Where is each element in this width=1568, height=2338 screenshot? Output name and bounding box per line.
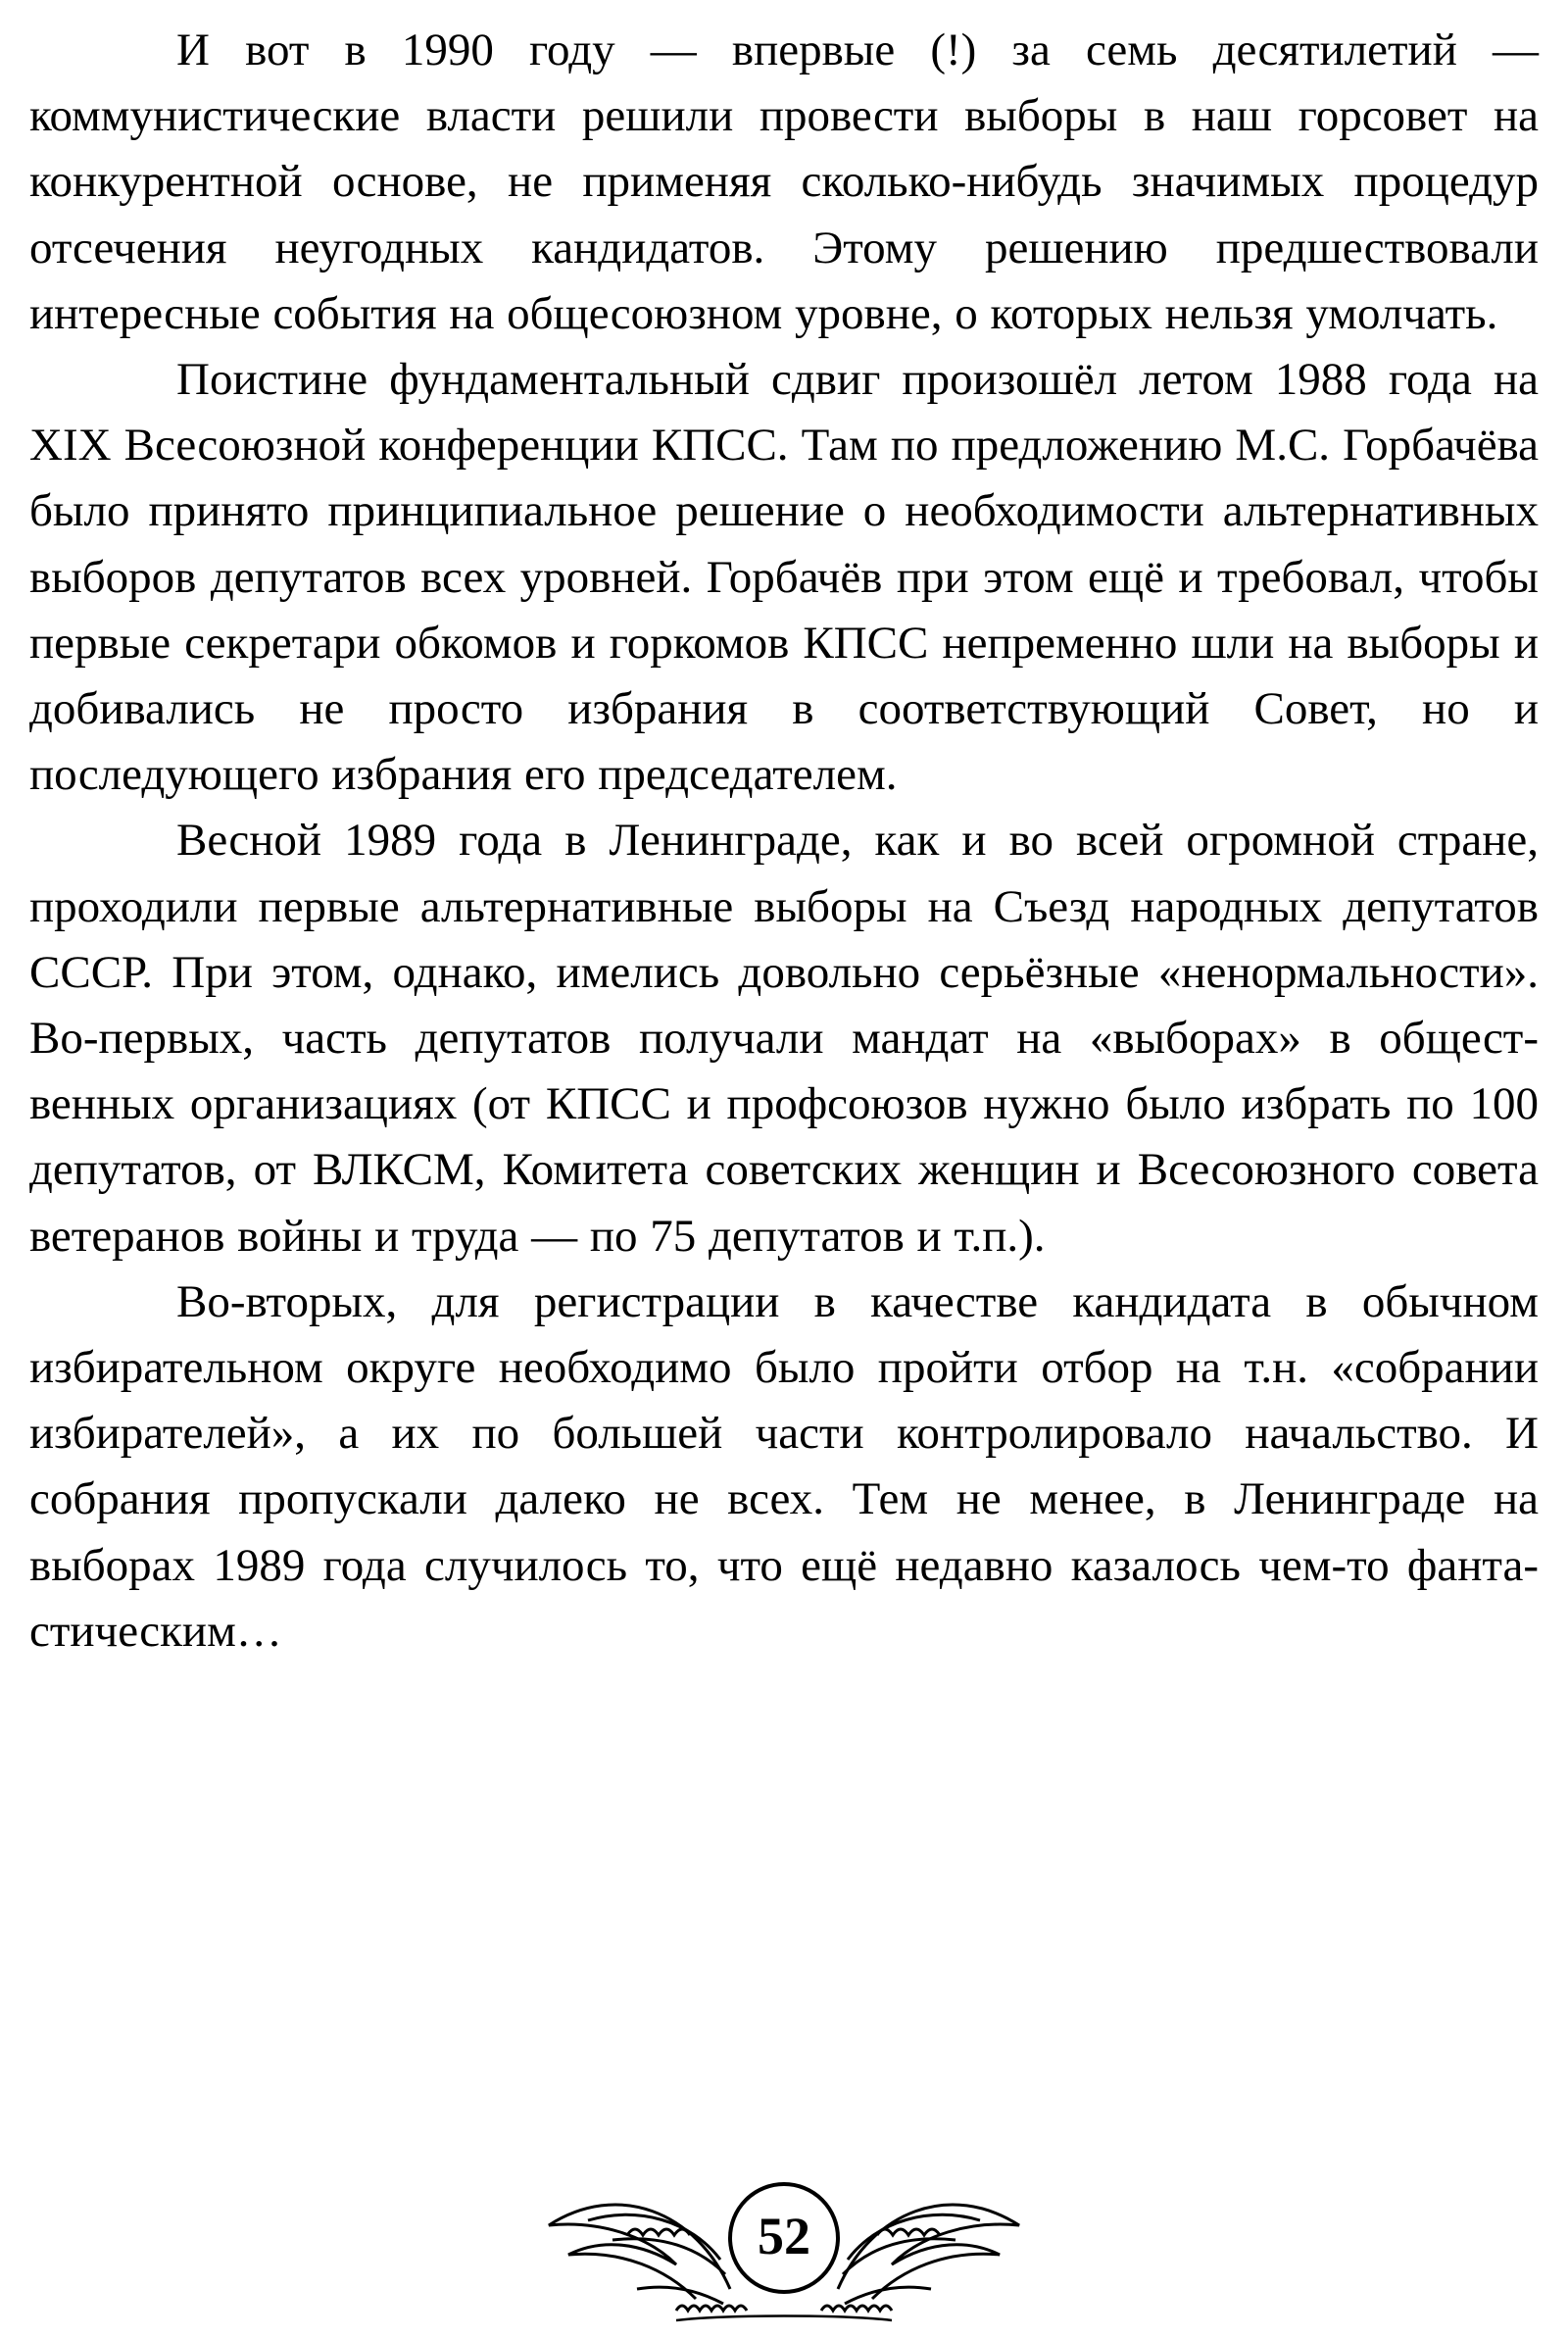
paragraph-1: И вот в 1990 году — впервые (!) за семь десятилетий — коммунистические власти решили провести выборы в наш горсовет на конкурентной основе, не применяя сколько-нибудь значимых процедур отсечения неугодных кандидатов. Этому решению предшествовали интересные события на общесоюзном уровне, о которых нельзя умолчать.	[29, 25, 1539, 339]
page-body	[29, 18, 1539, 1665]
paragraph-3: Весной 1989 года в Ленинграде, как и во всей огромной стране, проходили первые альтернативные выборы на Съезд народных депутатов СССР. При этом, однако, имелись довольно серьёзные «ненормальности». Во-первых, часть депутатов получали мандат на «выборах» в общественных организациях (от КПСС и профсоюзов нужно было избрать по 100 депутатов, от ВЛКСМ, Комитета советских женщин и Всесоюзного совета ветеранов войны и труда — по 75 депутатов и т.п.).	[29, 815, 1539, 1262]
paragraph-4: Во-вторых, для регистрации в качестве кандидата в обычном избирательном округе необходимо было пройти отбор на т.н. «собрании избирателей», а их по большей части контролировало начальство. И собрания пропускали далеко не всех. Тем не менее, в Ленинграде на выборах 1989 года случилось то, что ещё недавно казалось чем-то фантастическим…	[29, 1275, 1539, 1657]
page-number: 52	[758, 2207, 810, 2265]
paragraph-2: Поистине фундаментальный сдвиг произошёл летом 1988 года на XIX Всесоюзной конференции КПСС. Там по предложению М.С. Горбачёва было принято принципиальное решение о необходимости альтернативных выборов депутатов всех уровней. Горбачёв при этом ещё и требовал, чтобы первые секретари обкомов и горкомов КПСС непременно шли на выборы и добивались не просто избрания в соответствующий Совет, но и последующего избрания его председателем.	[29, 354, 1539, 801]
page-footer-ornament	[529, 2142, 1039, 2328]
